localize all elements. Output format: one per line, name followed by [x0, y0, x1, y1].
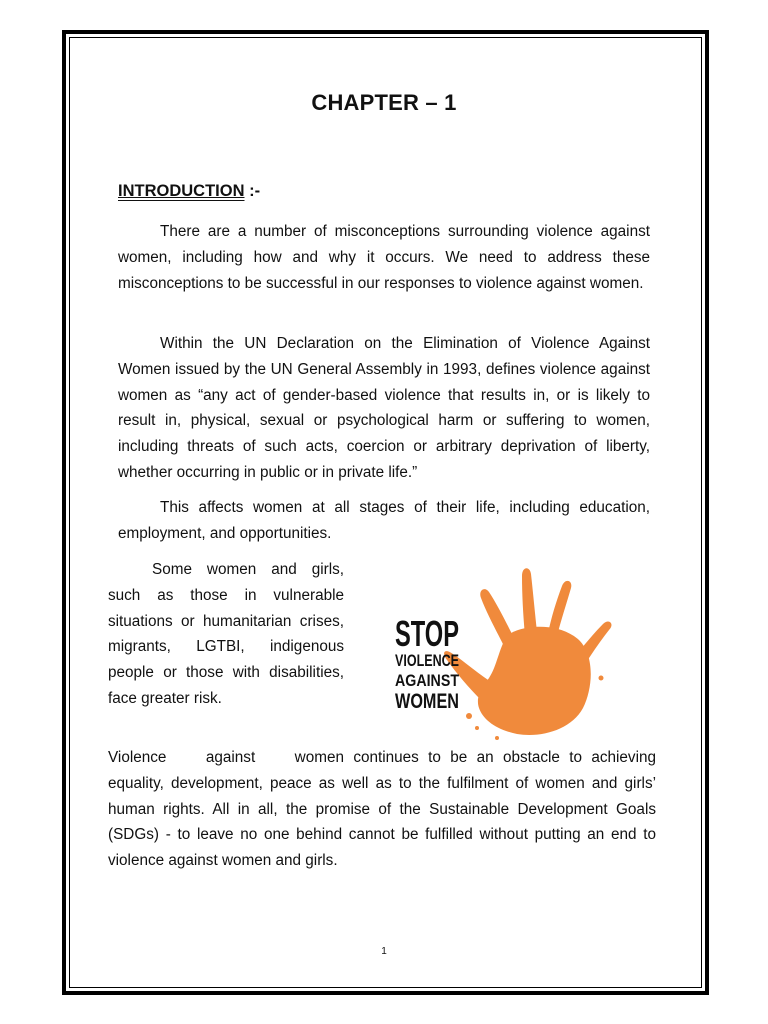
logo-women: WOMEN: [395, 690, 459, 713]
paragraph-2: Within the UN Declaration on the Elimination of Violence Against Women issued by the UN General Assembly in 1993, defines violence against women as “any act of gender-based violence that results in, or is likely to result in, physical, sexual or psychological harm or suffering to women, including threats of such acts, coercion or arbitrary deprivation of liberty, whether occurring in public or in private life.”: [118, 335, 650, 481]
paragraph-4: Some women and girls, such as those in vulnerable situations or humanitarian crises, migrants, LGTBI, indigenous people or those with disabilities, face greater risk.: [108, 561, 344, 707]
orange-handprint: [444, 568, 611, 740]
stop-violence-logo: [357, 558, 653, 748]
chapter-title: CHAPTER – 1: [311, 90, 457, 115]
intro-heading: [118, 182, 260, 201]
logo-stop: STOP: [395, 613, 459, 654]
intro-heading-suffix: :-: [244, 182, 261, 200]
paragraph-5-rest: continues to be an obstacle to achieving equality, development, peace as well as to the fulfilment of women and girls’ human rights. All in all, the promise of the Sustainable Development Goals (SDGs) - to leave no one behind cannot be fulfilled without putting an end to violence against women and girls.: [108, 749, 656, 870]
paragraph-1: There are a number of misconceptions surrounding violence against women, including how and why it occurs. We need to address these misconceptions to be successful in our responses to violence against women.: [118, 223, 650, 292]
logo-against: AGAINST: [395, 671, 460, 690]
page-number: 1: [381, 946, 387, 957]
paragraph-5-first-line: Violence against women: [108, 749, 344, 766]
paragraph-5: [108, 745, 656, 874]
intro-heading-text: INTRODUCTION: [118, 182, 245, 200]
logo-violence: VIOLENCE: [395, 651, 459, 670]
paragraph-3: This affects women at all stages of their life, including education, employment, and opportunities.: [118, 499, 650, 542]
handprint-icon: [357, 558, 653, 748]
